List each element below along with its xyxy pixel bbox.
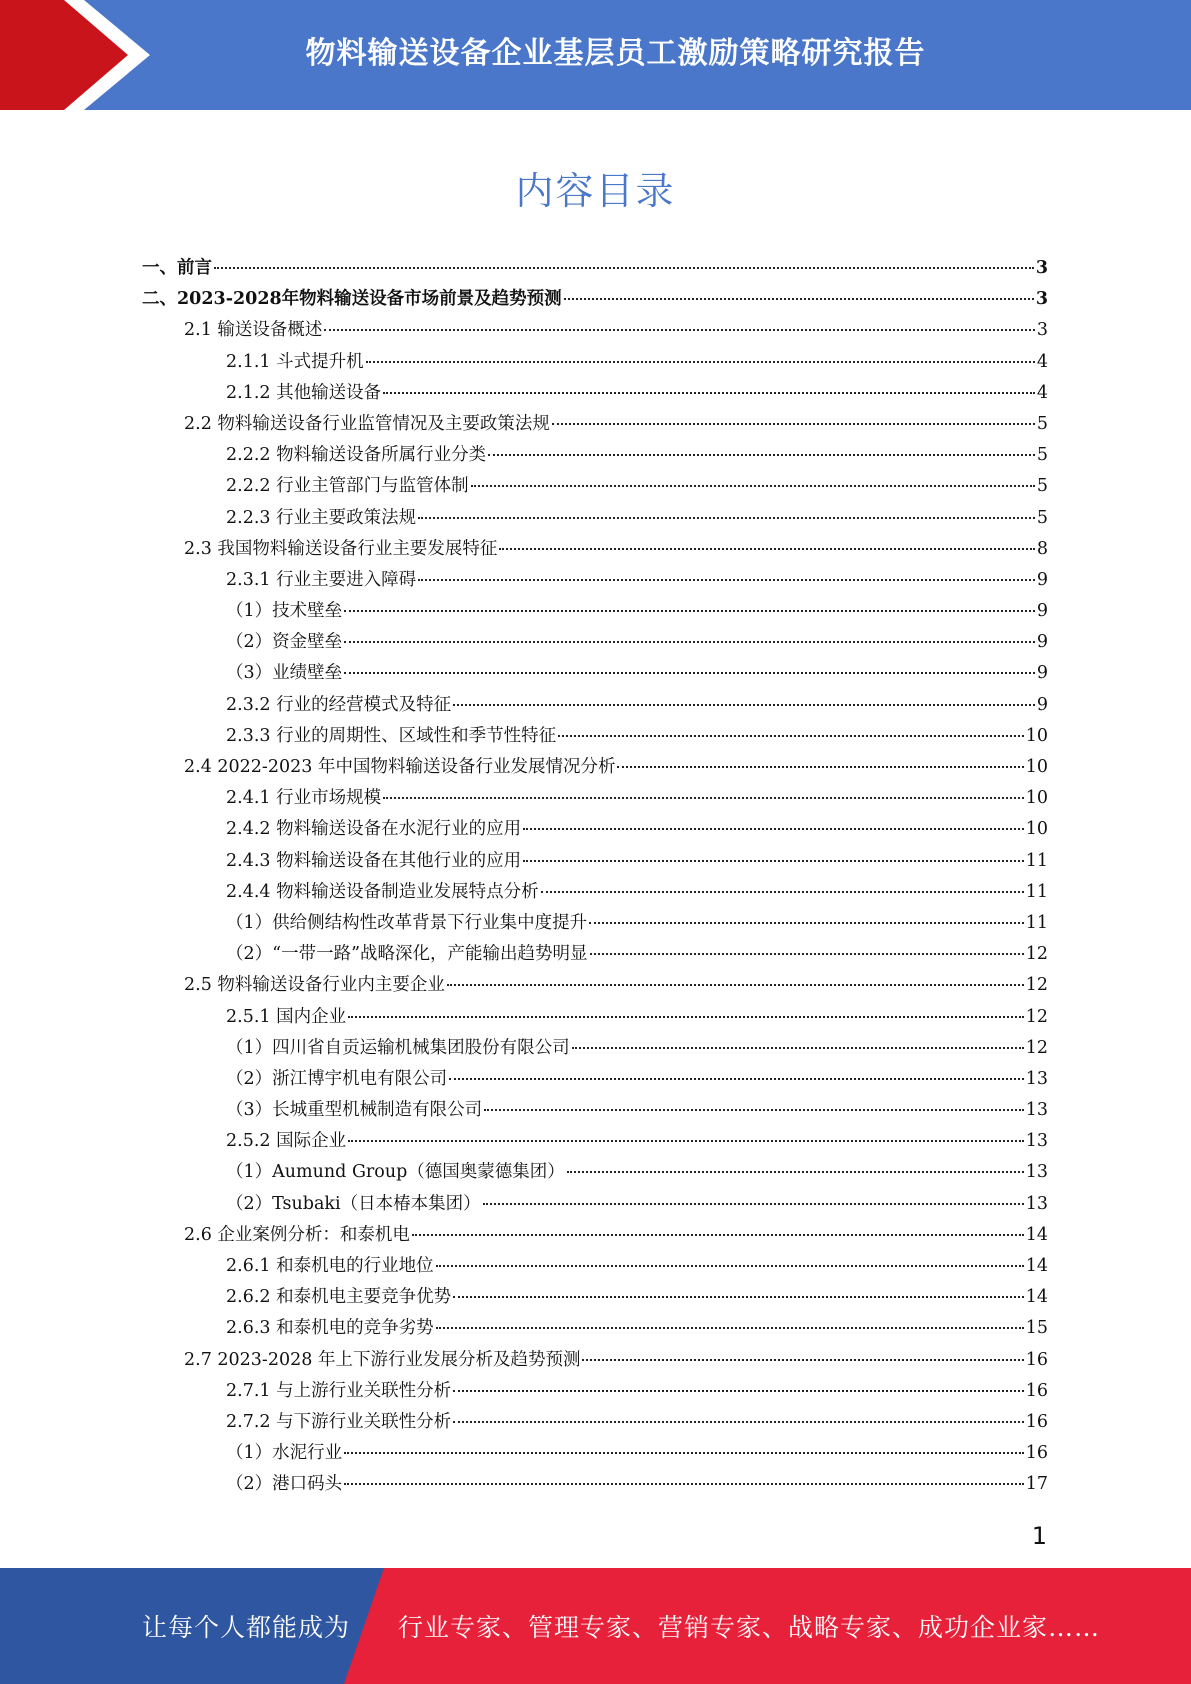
toc-entry-page: 16 bbox=[1025, 1349, 1048, 1370]
toc-entry-page: 16 bbox=[1025, 1443, 1048, 1464]
toc-entry-page: 4 bbox=[1036, 351, 1048, 372]
toc-entry-page: 16 bbox=[1025, 1411, 1048, 1432]
toc-dot-leader bbox=[453, 704, 1035, 706]
footer-slogan-right: 行业专家、管理专家、营销专家、战略专家、成功企业家…… bbox=[398, 1613, 1101, 1642]
toc-entry-label: 2.6.3 和泰机电的竞争劣势 bbox=[226, 1318, 434, 1339]
toc-dot-leader bbox=[617, 766, 1023, 768]
toc-entry-page: 10 bbox=[1025, 819, 1048, 840]
toc-title: 内容目录 bbox=[515, 169, 676, 213]
toc-dot-leader bbox=[344, 672, 1035, 674]
toc-entry-page: 5 bbox=[1036, 476, 1048, 497]
toc-entry-page: 5 bbox=[1036, 413, 1048, 434]
toc-dot-leader bbox=[483, 1203, 1024, 1205]
toc-entry-page: 14 bbox=[1025, 1256, 1048, 1276]
toc-entry[interactable] bbox=[142, 1345, 1048, 1376]
toc-dot-leader bbox=[383, 392, 1035, 394]
toc-dot-leader bbox=[214, 267, 1034, 269]
toc-entry-label: （1）水泥行业 bbox=[226, 1443, 343, 1464]
toc-entry-page: 10 bbox=[1025, 725, 1048, 746]
toc-dot-leader bbox=[471, 485, 1035, 487]
toc-entry-label: （1）Aumund Group（德国奥蒙德集团） bbox=[226, 1162, 565, 1183]
toc-dot-leader bbox=[436, 1327, 1024, 1329]
toc-entry-page: 12 bbox=[1025, 1037, 1048, 1058]
toc-dot-leader bbox=[488, 454, 1035, 456]
footer-band bbox=[0, 1568, 1191, 1684]
toc-entry-page: 13 bbox=[1025, 1131, 1048, 1152]
toc-dot-leader bbox=[418, 579, 1035, 581]
toc-entry[interactable] bbox=[142, 1313, 1048, 1344]
toc-entry[interactable] bbox=[142, 814, 1048, 845]
toc-entry-page: 3 bbox=[1035, 258, 1048, 278]
toc-dot-leader bbox=[383, 797, 1024, 799]
toc-entry[interactable] bbox=[142, 846, 1048, 877]
toc-entry-label: 一、前言 bbox=[142, 258, 212, 278]
toc-entry[interactable] bbox=[142, 534, 1048, 565]
toc-entry[interactable] bbox=[142, 347, 1048, 378]
toc-entry-label: 2.4 2022-2023 年中国物料输送设备行业发展情况分析 bbox=[184, 757, 616, 777]
toc-dot-leader bbox=[558, 735, 1024, 737]
toc-entry-page: 13 bbox=[1025, 1100, 1048, 1121]
toc-entry-page: 11 bbox=[1025, 912, 1048, 933]
toc-entry[interactable] bbox=[142, 1220, 1048, 1251]
toc-entry[interactable] bbox=[142, 471, 1048, 502]
toc-entry[interactable] bbox=[142, 690, 1048, 721]
toc-entry-page: 9 bbox=[1036, 663, 1048, 684]
toc-entry-page: 9 bbox=[1036, 694, 1048, 715]
toc-entry-page: 3 bbox=[1036, 320, 1048, 341]
toc-entry-page: 9 bbox=[1036, 601, 1048, 622]
toc-entry[interactable] bbox=[142, 1033, 1048, 1064]
toc-entry-label: 2.5.1 国内企业 bbox=[226, 1006, 347, 1027]
toc-entry[interactable] bbox=[142, 877, 1048, 908]
toc-dot-leader bbox=[324, 329, 1034, 331]
toc-entry-page: 17 bbox=[1025, 1474, 1048, 1495]
toc-entry-label: （2）港口码头 bbox=[226, 1474, 343, 1495]
toc-entry[interactable] bbox=[142, 253, 1048, 284]
toc-entry[interactable] bbox=[142, 378, 1048, 409]
header-band bbox=[0, 0, 1191, 110]
toc-entry-page: 9 bbox=[1036, 569, 1048, 590]
toc-dot-leader bbox=[582, 1359, 1023, 1361]
toc-dot-leader bbox=[449, 1078, 1024, 1080]
toc-dot-leader bbox=[348, 1140, 1024, 1142]
toc-entry-label: （1）技术壁垒 bbox=[226, 601, 343, 622]
toc-dot-leader bbox=[484, 1109, 1024, 1111]
toc-dot-leader bbox=[436, 1265, 1024, 1267]
toc-entry-label: （2）资金壁垒 bbox=[226, 632, 343, 653]
toc-entry-label: 2.5.2 国际企业 bbox=[226, 1131, 347, 1152]
toc-entry-label: 2.4.2 物料输送设备在水泥行业的应用 bbox=[226, 819, 522, 840]
toc-entry-page: 10 bbox=[1025, 788, 1048, 809]
toc-entry[interactable] bbox=[142, 939, 1048, 970]
toc-entry-page: 13 bbox=[1025, 1162, 1048, 1183]
toc-dot-leader bbox=[589, 922, 1024, 924]
toc-dot-leader bbox=[523, 828, 1024, 830]
toc-entry-label: 2.3.3 行业的周期性、区域性和季节性特征 bbox=[226, 725, 557, 746]
toc-dot-leader bbox=[564, 298, 1034, 300]
toc-entry-label: 2.4.4 物料输送设备制造业发展特点分析 bbox=[226, 881, 539, 902]
toc-entry-label: 2.5 物料输送设备行业内主要企业 bbox=[184, 975, 445, 996]
toc-entry[interactable] bbox=[142, 783, 1048, 814]
toc-dot-leader bbox=[447, 984, 1024, 986]
toc-entry[interactable] bbox=[142, 1282, 1048, 1313]
toc-dot-leader bbox=[412, 1234, 1024, 1236]
toc-entry-label: 2.6.1 和泰机电的行业地位 bbox=[226, 1256, 434, 1276]
report-title: 物料输送设备企业基层员工激励策略研究报告 bbox=[305, 36, 926, 71]
toc-entry-page: 13 bbox=[1025, 1068, 1048, 1089]
toc-dot-leader bbox=[541, 891, 1024, 893]
toc-entry[interactable] bbox=[142, 1251, 1048, 1282]
toc-entry-label: 2.4.1 行业市场规模 bbox=[226, 788, 382, 809]
toc-dot-leader bbox=[344, 1452, 1024, 1454]
toc-entry-page: 12 bbox=[1025, 944, 1048, 965]
toc-entry[interactable] bbox=[142, 1189, 1048, 1220]
toc-entry[interactable] bbox=[142, 721, 1048, 752]
toc-entry-page: 9 bbox=[1036, 632, 1048, 653]
toc-entry[interactable] bbox=[142, 565, 1048, 596]
toc-entry-label: 2.7.1 与上游行业关联性分析 bbox=[226, 1380, 452, 1401]
toc-entry-page: 12 bbox=[1025, 975, 1048, 996]
toc-dot-leader bbox=[567, 1171, 1024, 1173]
toc-dot-leader bbox=[523, 860, 1024, 862]
toc-entry[interactable] bbox=[142, 1095, 1048, 1126]
toc-entry-label: 2.6.2 和泰机电主要竞争优势 bbox=[226, 1287, 452, 1308]
toc-entry[interactable] bbox=[142, 596, 1048, 627]
page-number: 1 bbox=[1031, 1522, 1047, 1550]
toc-entry-label: 二、2023-2028年物料输送设备市场前景及趋势预测 bbox=[142, 289, 562, 310]
toc-entry[interactable] bbox=[142, 440, 1048, 471]
toc-entry-label: （3）业绩壁垒 bbox=[226, 663, 343, 684]
toc-dot-leader bbox=[418, 517, 1035, 519]
toc-entry-label: 2.2 物料输送设备行业监管情况及主要政策法规 bbox=[184, 413, 550, 434]
toc-entry[interactable] bbox=[142, 503, 1048, 534]
toc-entry-page: 15 bbox=[1025, 1318, 1048, 1339]
toc-entry[interactable] bbox=[142, 752, 1048, 783]
toc-entry-label: 2.3 我国物料输送设备行业主要发展特征 bbox=[184, 538, 498, 559]
toc-entry-label: （2）浙江博宇机电有限公司 bbox=[226, 1068, 448, 1089]
toc-dot-leader bbox=[552, 423, 1035, 425]
toc-entry-label: 2.2.2 行业主管部门与监管体制 bbox=[226, 476, 469, 497]
table-of-contents bbox=[142, 253, 1048, 1501]
toc-entry-label: 2.2.3 行业主要政策法规 bbox=[226, 507, 417, 528]
toc-entry[interactable] bbox=[142, 1469, 1048, 1500]
toc-entry[interactable] bbox=[142, 1002, 1048, 1033]
toc-entry-label: （1）四川省自贡运输机械集团股份有限公司 bbox=[226, 1037, 570, 1058]
toc-entry-label: （2）Tsubaki（日本椿本集团） bbox=[226, 1193, 481, 1214]
toc-dot-leader bbox=[499, 548, 1034, 550]
toc-dot-leader bbox=[572, 1047, 1024, 1049]
toc-entry-page: 16 bbox=[1025, 1380, 1048, 1401]
toc-entry[interactable] bbox=[142, 284, 1048, 315]
toc-entry-label: 2.2.2 物料输送设备所属行业分类 bbox=[226, 445, 487, 466]
toc-entry-label: 2.7.2 与下游行业关联性分析 bbox=[226, 1411, 452, 1432]
toc-entry[interactable] bbox=[142, 315, 1048, 346]
toc-entry-label: 2.4.3 物料输送设备在其他行业的应用 bbox=[226, 850, 522, 871]
toc-dot-leader bbox=[453, 1296, 1024, 1298]
toc-entry-page: 5 bbox=[1036, 445, 1048, 466]
toc-entry[interactable] bbox=[142, 1438, 1048, 1469]
toc-entry-label: 2.1.2 其他输送设备 bbox=[226, 382, 382, 403]
toc-entry[interactable] bbox=[142, 1407, 1048, 1438]
toc-dot-leader bbox=[366, 361, 1035, 363]
toc-entry-page: 3 bbox=[1035, 289, 1048, 310]
toc-entry[interactable] bbox=[142, 409, 1048, 440]
toc-dot-leader bbox=[344, 641, 1035, 643]
toc-dot-leader bbox=[344, 610, 1035, 612]
toc-entry[interactable] bbox=[142, 658, 1048, 689]
toc-dot-leader bbox=[453, 1390, 1024, 1392]
toc-entry[interactable] bbox=[142, 970, 1048, 1001]
toc-entry-page: 13 bbox=[1025, 1193, 1048, 1214]
toc-entry-page: 10 bbox=[1025, 757, 1048, 777]
toc-entry-page: 5 bbox=[1036, 507, 1048, 528]
toc-entry-label: （2）“一带一路”战略深化，产能输出趋势明显 bbox=[226, 944, 588, 965]
toc-dot-leader bbox=[348, 1016, 1024, 1018]
toc-dot-leader bbox=[590, 953, 1024, 955]
toc-entry[interactable] bbox=[142, 1126, 1048, 1157]
toc-entry-page: 14 bbox=[1025, 1287, 1048, 1308]
toc-entry-page: 14 bbox=[1025, 1224, 1048, 1245]
toc-entry-page: 11 bbox=[1025, 881, 1048, 902]
toc-dot-leader bbox=[344, 1483, 1024, 1485]
toc-entry[interactable] bbox=[142, 1064, 1048, 1095]
toc-entry-label: 2.1 输送设备概述 bbox=[184, 320, 323, 341]
toc-entry[interactable] bbox=[142, 908, 1048, 939]
toc-entry-label: 2.3.1 行业主要进入障碍 bbox=[226, 569, 417, 590]
toc-entry[interactable] bbox=[142, 1157, 1048, 1188]
toc-entry-page: 8 bbox=[1036, 538, 1048, 559]
toc-entry-label: 2.1.1 斗式提升机 bbox=[226, 351, 364, 372]
toc-entry-label: （3）长城重型机械制造有限公司 bbox=[226, 1100, 483, 1121]
footer-slogan-left: 让每个人都能成为 bbox=[142, 1613, 351, 1642]
toc-entry[interactable] bbox=[142, 1376, 1048, 1407]
toc-entry-label: 2.7 2023-2028 年上下游行业发展分析及趋势预测 bbox=[184, 1349, 581, 1370]
toc-entry-page: 11 bbox=[1025, 850, 1048, 871]
toc-entry-label: 2.6 企业案例分析：和泰机电 bbox=[184, 1224, 410, 1245]
toc-entry[interactable] bbox=[142, 627, 1048, 658]
toc-dot-leader bbox=[453, 1421, 1024, 1423]
toc-entry-label: （1）供给侧结构性改革背景下行业集中度提升 bbox=[226, 912, 588, 933]
toc-entry-page: 4 bbox=[1036, 382, 1048, 403]
toc-entry-page: 12 bbox=[1025, 1006, 1048, 1027]
toc-entry-label: 2.3.2 行业的经营模式及特征 bbox=[226, 694, 452, 715]
